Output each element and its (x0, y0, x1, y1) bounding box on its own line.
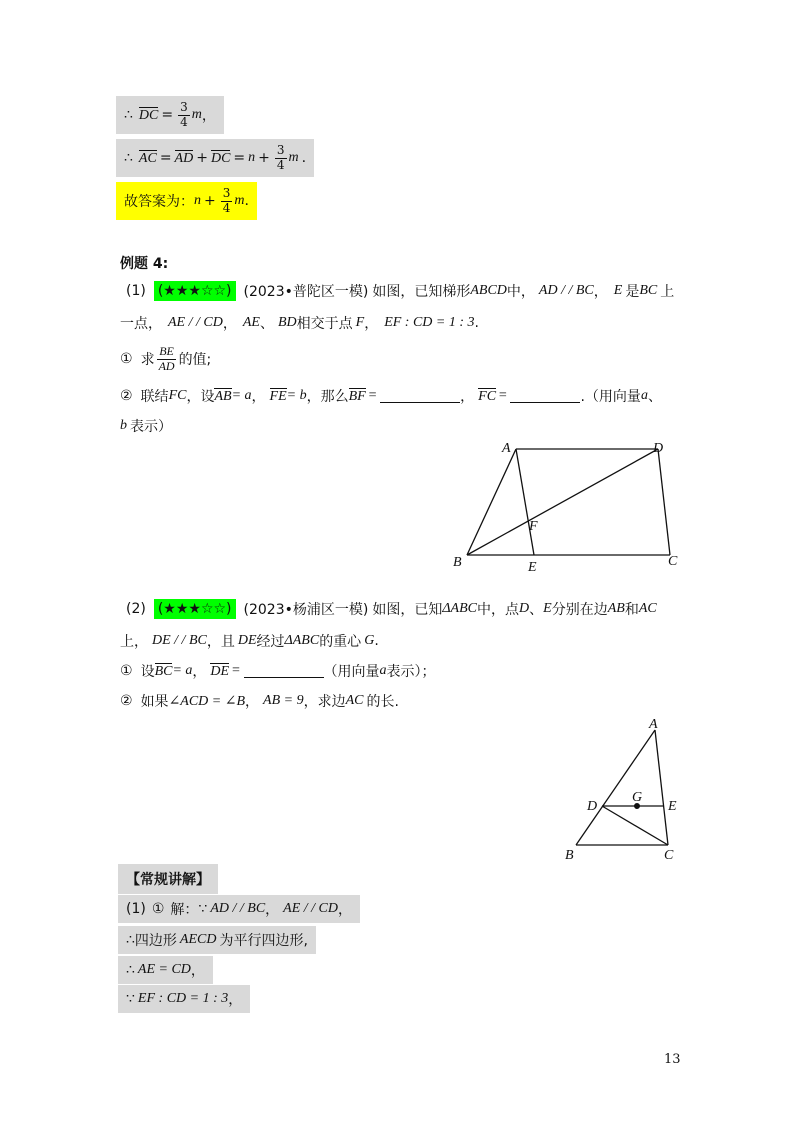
difficulty-badge: (★★★☆☆) (154, 599, 236, 619)
math-ratio: EF : CD = 1 : 3 (384, 315, 475, 330)
punct: ， (201, 108, 216, 124)
answer-line (116, 182, 257, 220)
math-de: DE (237, 633, 257, 648)
problem-text: ，求边 (303, 694, 346, 710)
math-condition: AD / / BC (210, 901, 266, 916)
problem-text: 经过 (256, 634, 285, 650)
punct: ， (190, 963, 205, 979)
segment-dc (658, 449, 670, 555)
problem-text: 上 (660, 284, 675, 300)
problem-text: 如图，已知 (372, 602, 443, 618)
vector-a: a (379, 663, 387, 678)
problem-text: 和 (624, 602, 639, 618)
problem-text: 上， (120, 634, 148, 650)
label-b: B (453, 555, 462, 570)
segment-ab (576, 730, 655, 845)
problem-text: 的重心 (319, 634, 362, 650)
problem-number: (1) (126, 283, 146, 299)
problem-2-question-2 (120, 689, 399, 713)
problem-1-line-2 (120, 311, 479, 335)
punct: ， (245, 694, 260, 710)
segment-ab (467, 449, 516, 555)
math-condition: DE / / BC (152, 633, 207, 648)
label-b: B (565, 848, 574, 863)
math-ab-value: AB = 9 (263, 693, 304, 708)
problem-1-line-1 (126, 279, 674, 303)
math-ac: AC (345, 693, 364, 708)
label-d: D (587, 799, 598, 814)
therefore-symbol: ∴ (126, 932, 135, 948)
problem-text: 求 (140, 352, 155, 368)
question-marker: ① (151, 901, 165, 917)
answer-label: 故答案为： (124, 194, 194, 210)
problem-text: ，那么 (306, 389, 349, 405)
label-a: A (649, 717, 658, 732)
problem-text: .（用向量 (580, 389, 641, 405)
math-angle: ∠ACD = ∠B (168, 693, 246, 709)
question-marker: ① (120, 351, 133, 367)
math-eq: = b (286, 388, 307, 403)
math-d: D (519, 601, 530, 616)
math-condition: AE / / CD (168, 315, 223, 330)
problem-text: 如果 (140, 694, 169, 710)
fraction-be-over-ad: $\frac{BE}{AD}$ (158, 344, 175, 373)
therefore-symbol: ∴ (124, 107, 133, 123)
source-label: (2023•普陀区一模) (243, 284, 369, 300)
label-c: C (664, 848, 674, 863)
because-symbol: ∵ (198, 901, 208, 917)
punct: ， (251, 389, 266, 405)
problem-2-question-1 (120, 659, 436, 683)
triangle-figure (560, 712, 690, 864)
problem-text: 中，点 (477, 602, 520, 618)
explain-line-2 (118, 926, 316, 954)
math-g: G (364, 633, 375, 648)
difficulty-badge: (★★★☆☆) (154, 281, 236, 301)
math-condition: AD / / BC (538, 283, 594, 298)
math-eq: = (498, 388, 508, 403)
punct: ， (338, 902, 353, 918)
equals: = (233, 150, 246, 166)
math-fc: FC (168, 388, 187, 403)
problem-text: 表示）； (386, 664, 436, 680)
answer-blank[interactable] (380, 389, 460, 403)
vector-b: b (120, 418, 127, 433)
math-eq: = (367, 388, 378, 403)
label-c: C (668, 554, 678, 569)
fraction-three-quarters: $\frac{3}{4}$ (276, 143, 285, 172)
vector-ad: AD (174, 150, 194, 166)
problem-text: 的长. (366, 694, 399, 710)
because-symbol: ∵ (126, 991, 135, 1007)
question-marker: ② (120, 388, 133, 404)
problem-1-question-2 (120, 384, 662, 408)
math-eq: = (231, 663, 241, 678)
math-ab: AB (607, 601, 625, 616)
plus: + (258, 150, 270, 166)
problem-text: ，且 (206, 634, 235, 650)
problem-text: 如图，已知梯形 (372, 284, 471, 300)
problem-text: 中， (506, 284, 535, 300)
label-g: G (632, 790, 643, 805)
therefore-symbol: ∴ (124, 150, 133, 166)
math-triangle: ΔABC (284, 633, 320, 648)
label-a: A (502, 441, 511, 456)
vector-dc: DC (210, 150, 231, 166)
explain-line-1 (118, 895, 360, 923)
punct: ， (460, 389, 475, 405)
vector-ac: AC (138, 150, 157, 166)
explain-title: 【常规讲解】 (118, 864, 218, 894)
equals: = (159, 150, 172, 166)
solution-text: 为平行四边形, (219, 933, 308, 949)
solution-line-ac (116, 139, 314, 177)
vector-dc: DC (138, 107, 159, 123)
vector-m: m (234, 193, 245, 208)
math-triangle: ΔABC (442, 601, 478, 616)
answer-blank[interactable] (510, 389, 580, 403)
math-ac: AC (638, 601, 657, 616)
problem-text: 表示） (130, 419, 172, 435)
vector-n: n (194, 193, 201, 208)
label-f: F (529, 519, 538, 534)
math-ratio: EF : CD = 1 : 3 (137, 991, 229, 1006)
math-equation: AE = CD (137, 962, 191, 977)
vector-fc: FC (478, 388, 497, 404)
punct: . (301, 150, 307, 166)
solution-text: 四边形 (134, 933, 177, 949)
equals: = (161, 107, 174, 123)
vector-ab: AB (214, 388, 232, 404)
punct: 、 (259, 316, 274, 332)
punct: ， (265, 902, 280, 918)
problem-text: 是 (625, 284, 640, 300)
math-e: E (613, 283, 623, 298)
problem-2-line-1 (126, 597, 657, 621)
vector-m: m (191, 107, 202, 122)
punct: ， (228, 992, 243, 1008)
example-heading: 例题 4: (120, 256, 169, 272)
label-e: E (668, 799, 677, 814)
punct: . (474, 315, 479, 331)
problem-number: (2) (126, 601, 146, 617)
question-marker: ① (120, 663, 133, 679)
solution-label: 解： (170, 902, 199, 918)
punct: . (244, 193, 249, 209)
problem-text: （用向量 (323, 664, 380, 680)
punct: ， (593, 284, 608, 300)
math-ae: AE (242, 315, 260, 330)
vector-de: DE (210, 663, 230, 679)
vector-bc: BC (154, 663, 173, 679)
problem-text: ，设 (186, 389, 215, 405)
explain-line-4 (118, 985, 250, 1013)
problem-text: 联结 (140, 389, 169, 405)
segment-bd (467, 449, 658, 555)
trapezoid-figure (440, 435, 690, 580)
vector-bf: BF (348, 388, 366, 404)
problem-text: 的值; (178, 352, 212, 368)
question-marker: ② (120, 693, 133, 709)
math-condition: AE / / CD (283, 901, 339, 916)
label-e: E (528, 560, 537, 575)
segment-ae (516, 449, 534, 555)
plus: + (196, 150, 208, 166)
math-f: F (355, 315, 365, 330)
problem-text: 相交于点 (296, 316, 353, 332)
punct: ， (364, 316, 379, 332)
punct: ， (222, 316, 237, 332)
problem-2-line-2 (120, 629, 379, 653)
math-e: E (543, 601, 552, 616)
segment-dc (602, 806, 668, 845)
problem-1-question-2-cont (120, 414, 172, 438)
vector-n: n (248, 150, 256, 165)
source-label: (2023•杨浦区一模) (243, 602, 369, 618)
punct: 、 (647, 389, 662, 405)
math-abcd: ABCD (470, 283, 507, 298)
problem-text: 一点， (120, 316, 162, 332)
explain-line-3 (118, 956, 213, 984)
punct: . (374, 633, 379, 649)
problem-text: 分别在边 (551, 602, 608, 618)
therefore-symbol: ∴ (126, 962, 135, 978)
math-bd: BD (277, 315, 297, 330)
math-eq: = a (231, 388, 252, 403)
fraction-three-quarters: $\frac{3}{4}$ (180, 100, 188, 129)
problem-1-question-1 (120, 339, 211, 379)
vector-a: a (640, 388, 648, 403)
segment-ac (655, 730, 668, 845)
math-eq: = a (172, 663, 193, 678)
punct: 、 (529, 602, 544, 618)
page-number: 13 (664, 1052, 681, 1067)
fraction-three-quarters: $\frac{3}{4}$ (222, 186, 231, 215)
answer-blank[interactable] (244, 664, 324, 678)
label-d: D (653, 441, 664, 456)
problem-text: 设 (140, 664, 155, 680)
solution-line-dc (116, 96, 224, 134)
plus: + (204, 193, 216, 209)
punct: ， (192, 664, 207, 680)
math-bc: BC (639, 283, 658, 298)
vector-m: m (288, 150, 299, 165)
problem-number: (1) (126, 901, 146, 917)
math-aecd: AECD (179, 932, 217, 947)
vector-fe: FE (269, 388, 287, 404)
